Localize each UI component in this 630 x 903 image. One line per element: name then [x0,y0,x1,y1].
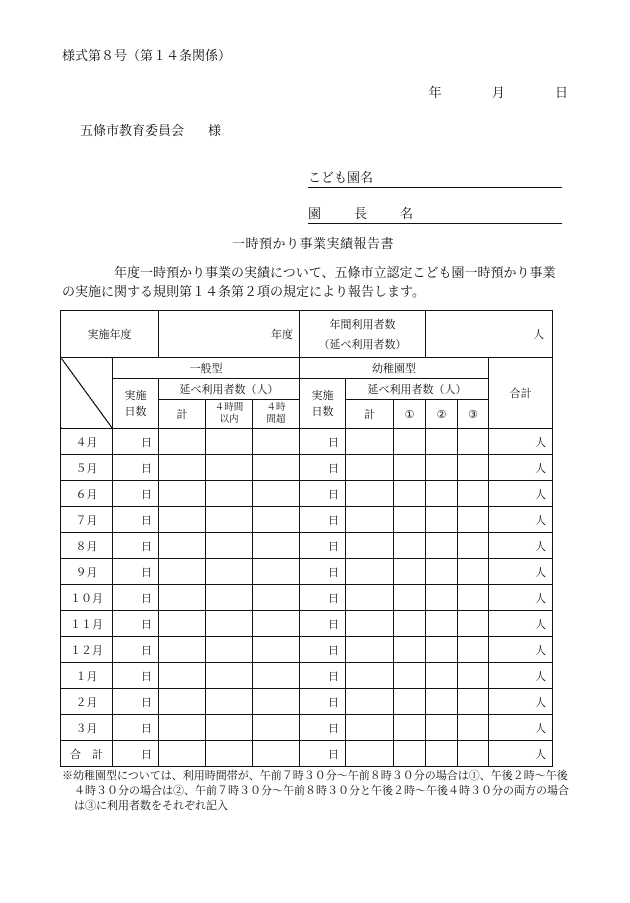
kindergarten-subtotal-header: 計 [346,400,394,429]
month-label: １１月 [61,611,113,637]
kindergarten-k1-cell[interactable] [394,715,426,741]
general-over-4h-cell[interactable] [253,689,300,715]
table-row [61,715,553,741]
kindergarten-k2-cell[interactable] [426,507,458,533]
general-days-cell[interactable]: 日 [113,637,159,663]
addressee [80,120,221,139]
general-within-4h-cell[interactable] [206,611,253,637]
addressee-honorific: 様 [208,124,222,139]
annual-users-label-2: （延べ利用者数） [318,338,407,351]
month-label: 合 計 [61,741,113,767]
kindergarten-k1-cell[interactable] [394,507,426,533]
total-cell[interactable]: 人 [489,559,553,585]
general-over-4h-cell[interactable] [253,637,300,663]
kindergarten-k2-cell[interactable] [426,455,458,481]
table-row [61,741,553,767]
kindergarten-subtotal-cell[interactable] [346,559,394,585]
date-month-field[interactable]: 月 [491,86,505,101]
kindergarten-subtotal-cell[interactable] [346,611,394,637]
general-within-4h-cell[interactable] [206,455,253,481]
kindergarten-days-cell[interactable]: 日 [300,689,346,715]
kindergarten-subtotal-cell[interactable] [346,689,394,715]
total-header: 合計 [489,358,553,429]
fiscal-year-field[interactable] [159,311,300,358]
kindergarten-k3-cell[interactable] [458,585,489,611]
kindergarten-k2-cell[interactable] [426,559,458,585]
month-label: １月 [61,663,113,689]
kindergarten-subtotal-cell[interactable] [346,637,394,663]
table-row [61,585,553,611]
kindergarten-k3-cell[interactable] [458,481,489,507]
general-over-4h-cell[interactable] [253,715,300,741]
kindergarten-k3-cell[interactable] [458,559,489,585]
table-row [61,533,553,559]
general-days-cell[interactable]: 日 [113,715,159,741]
kindergarten-k3-cell[interactable] [458,715,489,741]
general-over-4h-cell[interactable] [253,507,300,533]
kindergarten-k2-cell[interactable] [426,637,458,663]
kindergarten-k3-cell[interactable] [458,455,489,481]
kindergarten-k2-cell[interactable] [426,611,458,637]
general-subtotal-cell[interactable] [159,689,206,715]
total-cell[interactable]: 人 [489,585,553,611]
general-over-4h-cell[interactable] [253,611,300,637]
general-subtotal-cell[interactable] [159,429,206,455]
kindergarten-k2-cell[interactable] [426,533,458,559]
kindergarten-days-cell[interactable]: 日 [300,715,346,741]
kindergarten-k2-cell[interactable] [426,689,458,715]
general-subtotal-cell[interactable] [159,481,206,507]
month-label: ７月 [61,507,113,533]
kindergarten-days-cell[interactable]: 日 [300,533,346,559]
date-year-field[interactable]: 年 [428,86,442,101]
kindergarten-days-cell[interactable]: 日 [300,455,346,481]
kindergarten-k3-cell[interactable] [458,741,489,767]
kindergarten-k1-cell[interactable] [394,611,426,637]
k1-header: ① [394,400,426,429]
month-label: ２月 [61,689,113,715]
kindergarten-days-cell[interactable]: 日 [300,481,346,507]
general-over-4h-cell[interactable] [253,429,300,455]
general-days-cell[interactable]: 日 [113,559,159,585]
kindergarten-k1-cell[interactable] [394,481,426,507]
kindergarten-days-cell[interactable]: 日 [300,429,346,455]
kindergarten-k3-cell[interactable] [458,689,489,715]
table-row [61,637,553,663]
general-subtotal-cell[interactable] [159,663,206,689]
kindergarten-k3-cell[interactable] [458,507,489,533]
total-cell[interactable]: 人 [489,429,553,455]
kindergarten-subtotal-cell[interactable] [346,715,394,741]
school-name-label: こども園名 [308,171,374,186]
fiscal-year-unit: 年度 [271,328,294,341]
kindergarten-k2-cell[interactable] [426,481,458,507]
kindergarten-subtotal-cell[interactable] [346,533,394,559]
kindergarten-subtotal-cell[interactable] [346,663,394,689]
body-text [62,264,562,302]
annual-users-label [300,311,426,358]
kindergarten-k2-cell[interactable] [426,585,458,611]
table-row [61,507,553,533]
general-within-4h-cell[interactable] [206,533,253,559]
kindergarten-k2-cell[interactable] [426,715,458,741]
kindergarten-k1-cell[interactable] [394,663,426,689]
general-within-4h-cell[interactable] [206,715,253,741]
month-label: ５月 [61,455,113,481]
kindergarten-k1-cell[interactable] [394,637,426,663]
general-subtotal-cell[interactable] [159,741,206,767]
general-over-4h-cell[interactable] [253,559,300,585]
table-row [61,559,553,585]
kindergarten-days-cell[interactable]: 日 [300,637,346,663]
general-days-cell[interactable]: 日 [113,507,159,533]
total-cell[interactable]: 人 [489,715,553,741]
table-row [61,455,553,481]
within-4h-header: ４時間 以内 [206,400,253,429]
kindergarten-type-header: 幼稚園型 [300,358,489,379]
general-type-header: 一般型 [113,358,300,379]
general-over-4h-cell[interactable] [253,533,300,559]
kindergarten-days-cell[interactable]: 日 [300,663,346,689]
annual-users-unit: 人 [533,328,545,341]
month-label: １２月 [61,637,113,663]
kindergarten-days-cell[interactable]: 日 [300,585,346,611]
general-over-4h-cell[interactable] [253,481,300,507]
general-within-4h-cell[interactable] [206,429,253,455]
general-days-cell[interactable]: 日 [113,663,159,689]
general-subtotal-cell[interactable] [159,533,206,559]
kindergarten-k3-cell[interactable] [458,429,489,455]
general-subtotal-cell[interactable] [159,585,206,611]
kindergarten-subtotal-cell[interactable] [346,455,394,481]
date-line [429,82,568,101]
general-cumulative-header: 延べ利用者数（人） [159,379,300,400]
director-name-label: 園 長 名 [308,207,424,222]
general-over-4h-cell[interactable] [253,663,300,689]
general-over-4h-cell[interactable] [253,741,300,767]
general-days-cell[interactable]: 日 [113,533,159,559]
general-within-4h-cell[interactable] [206,507,253,533]
general-days-cell[interactable]: 日 [113,689,159,715]
month-label: ９月 [61,559,113,585]
corner-diagonal-cell [61,358,113,429]
kindergarten-days-header: 実施 日数 [300,379,346,429]
month-label: ６月 [61,481,113,507]
table-row [61,611,553,637]
kindergarten-k1-cell[interactable] [394,559,426,585]
general-subtotal-cell[interactable] [159,559,206,585]
k2-header: ② [426,400,458,429]
addressee-name: 五條市教育委員会 [80,124,185,139]
kindergarten-subtotal-cell[interactable] [346,481,394,507]
body-text-content: 年度一時預かり事業の実績について、五條市立認定こども園一時預かり事業の実施に関する規則第１４条第２項の規定により報告します。 [62,266,556,300]
kindergarten-subtotal-cell[interactable] [346,741,394,767]
general-days-cell[interactable]: 日 [113,481,159,507]
general-within-4h-cell[interactable] [206,663,253,689]
general-within-4h-cell[interactable] [206,637,253,663]
kindergarten-k2-cell[interactable] [426,741,458,767]
total-cell[interactable]: 人 [489,455,553,481]
total-cell[interactable]: 人 [489,663,553,689]
kindergarten-k1-cell[interactable] [394,429,426,455]
kindergarten-k3-cell[interactable] [458,533,489,559]
director-name-field[interactable] [308,203,562,224]
kindergarten-k1-cell[interactable] [394,455,426,481]
kindergarten-subtotal-cell[interactable] [346,585,394,611]
annual-users-field[interactable] [426,311,553,358]
kindergarten-subtotal-cell[interactable] [346,507,394,533]
month-label: ３月 [61,715,113,741]
total-cell[interactable]: 人 [489,689,553,715]
kindergarten-k1-cell[interactable] [394,585,426,611]
total-cell[interactable]: 人 [489,637,553,663]
table-row [61,429,553,455]
kindergarten-k2-cell[interactable] [426,663,458,689]
general-within-4h-cell[interactable] [206,559,253,585]
kindergarten-k1-cell[interactable] [394,689,426,715]
general-over-4h-cell[interactable] [253,585,300,611]
school-name-field[interactable] [308,167,562,188]
over-4h-header: ４時 間超 [253,400,300,429]
general-subtotal-cell[interactable] [159,611,206,637]
kindergarten-k3-cell[interactable] [458,663,489,689]
month-label: １０月 [61,585,113,611]
kindergarten-cumulative-header: 延べ利用者数（人） [346,379,489,400]
general-days-cell[interactable]: 日 [113,741,159,767]
footnote [62,768,572,813]
general-within-4h-cell[interactable] [206,689,253,715]
table-row [61,663,553,689]
total-cell[interactable]: 人 [489,481,553,507]
total-cell[interactable]: 人 [489,741,553,767]
total-cell[interactable]: 人 [489,533,553,559]
month-label: ８月 [61,533,113,559]
general-subtotal-cell[interactable] [159,507,206,533]
general-within-4h-cell[interactable] [206,741,253,767]
general-subtotal-cell[interactable] [159,637,206,663]
general-within-4h-cell[interactable] [206,585,253,611]
date-day-field[interactable]: 日 [554,86,568,101]
kindergarten-days-cell[interactable]: 日 [300,611,346,637]
total-cell[interactable]: 人 [489,507,553,533]
form-number: 様式第８号（第１４条関係） [62,49,232,64]
k3-header: ③ [458,400,489,429]
kindergarten-days-cell[interactable]: 日 [300,559,346,585]
general-days-cell[interactable]: 日 [113,455,159,481]
document-title: 一時預かり事業実績報告書 [232,237,395,252]
table-row [61,481,553,507]
general-days-cell[interactable]: 日 [113,429,159,455]
table-row [61,689,553,715]
general-subtotal-cell[interactable] [159,455,206,481]
kindergarten-k1-cell[interactable] [394,533,426,559]
kindergarten-subtotal-cell[interactable] [346,429,394,455]
kindergarten-k3-cell[interactable] [458,611,489,637]
general-subtotal-cell[interactable] [159,715,206,741]
kindergarten-days-cell[interactable]: 日 [300,741,346,767]
general-over-4h-cell[interactable] [253,455,300,481]
kindergarten-k2-cell[interactable] [426,429,458,455]
annual-users-label-1: 年間利用者数 [329,318,396,331]
fiscal-year-label: 実施年度 [61,311,159,358]
general-days-header: 実施 日数 [113,379,159,429]
general-subtotal-header: 計 [159,400,206,429]
kindergarten-k3-cell[interactable] [458,637,489,663]
kindergarten-days-cell[interactable]: 日 [300,507,346,533]
kindergarten-k1-cell[interactable] [394,741,426,767]
general-days-cell[interactable]: 日 [113,611,159,637]
month-label: ４月 [61,429,113,455]
general-days-cell[interactable]: 日 [113,585,159,611]
report-table [60,310,553,767]
footnote-text: ※幼稚園型については、利用時間帯が、午前７時３０分〜午前８時３０分の場合は①、午後２時〜午後４時３０分の場合は②、午前７時３０分〜午前８時３０分と午後２時〜午後４時３０分の両方の場合は③に利用者数をそれぞれ記入 [62,769,569,812]
total-cell[interactable]: 人 [489,611,553,637]
general-within-4h-cell[interactable] [206,481,253,507]
